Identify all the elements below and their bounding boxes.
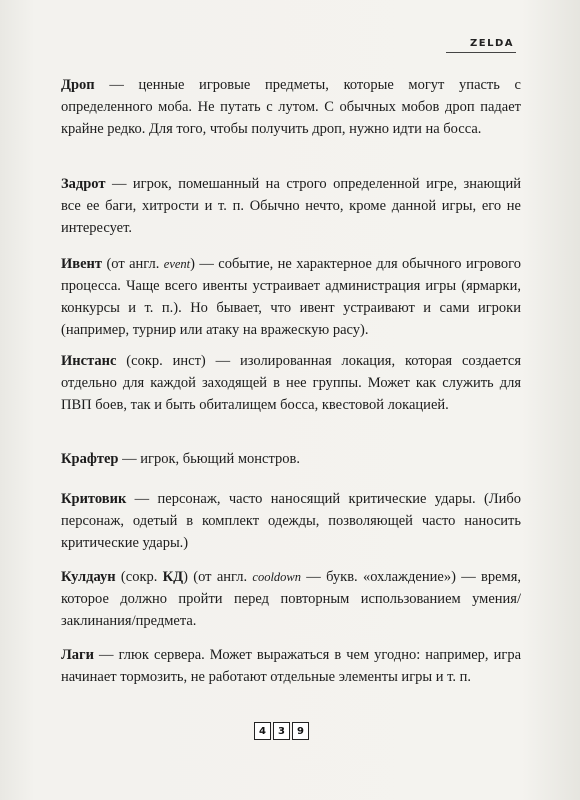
page-number: [254, 722, 309, 740]
entry-krafter: [61, 448, 521, 470]
entry-term: Задрот: [61, 176, 106, 192]
entry-definition: (сокр. инст) — изолированная локация, которая создается отдельно для каждой заходящей в нее группы. Может как служить для ПВП боев, так и быть обиталищем босса, квестовой локацией.: [61, 353, 521, 413]
entry-definition: — персонаж, часто наносящий критические удары. (Либо персонаж, одетый в комплект одежды, позволяющей часто наносить критические удары.): [61, 491, 521, 551]
entry-term: Крафтер: [61, 451, 119, 467]
entry-ivent: [61, 253, 521, 341]
entry-lagi: [61, 644, 521, 688]
entry-term: Кулдаун: [61, 569, 116, 585]
entry-foreign-word: cooldown: [252, 570, 301, 584]
entry-term: Ивент: [61, 256, 103, 272]
entry-definition: — игрок, бьющий монстров.: [118, 451, 300, 467]
page-digit: 9: [292, 722, 309, 740]
entry-kritovik: [61, 488, 521, 554]
header-rule: [446, 52, 516, 53]
entry-pre: (сокр.: [115, 569, 163, 585]
entry-foreign-word: event: [163, 257, 191, 271]
entry-drop: [61, 74, 521, 140]
entry-definition: — букв. «охлаждение») — время, которое должно пройти перед повторным использованием умения/заклинания/предмета.: [61, 569, 521, 629]
entry-pre: (от англ.: [102, 256, 164, 272]
entry-definition: — глюк сервера. Может выражаться в чем угодно: например, игра начинает тормозить, не работают отдельные элементы игры и т. п.: [61, 647, 521, 685]
entry-definition: — игрок, помешанный на строго определенной игре, знающий все ее баги, хитрости и т. п. Обычно нечто, кроме данной игры, его не интересует.: [61, 176, 521, 236]
entry-zadrot: [61, 173, 521, 239]
entry-definition: — ценные игровые предметы, которые могут упасть с определенного моба. Не путать с лутом. С обычных мобов дроп падает крайне редко. Для того, чтобы получить дроп, нужно идти на босса.: [61, 77, 521, 137]
page-digit: 4: [254, 722, 271, 740]
running-head: ZELDA: [470, 38, 514, 49]
entry-definition: ) — событие, не характерное для обычного игрового процесса. Чаще всего ивенты устраивает администрация игры (ярмарки, конкурсы и т. п.). Но бывает, что ивент устраивают и сами игроки (например, турнир или атаку на вражескую расу).: [61, 256, 522, 338]
entry-kuldaun: [61, 566, 521, 632]
entry-mid: ) (от англ.: [183, 569, 253, 585]
entry-term: Дроп: [61, 77, 95, 93]
entry-term: Инстанс: [61, 353, 117, 369]
entry-term: Лаги: [61, 647, 94, 663]
entry-abbreviation: КД: [162, 569, 184, 585]
entry-instans: [61, 350, 521, 416]
page-digit: 3: [273, 722, 290, 740]
entry-term: Критовик: [61, 491, 127, 507]
